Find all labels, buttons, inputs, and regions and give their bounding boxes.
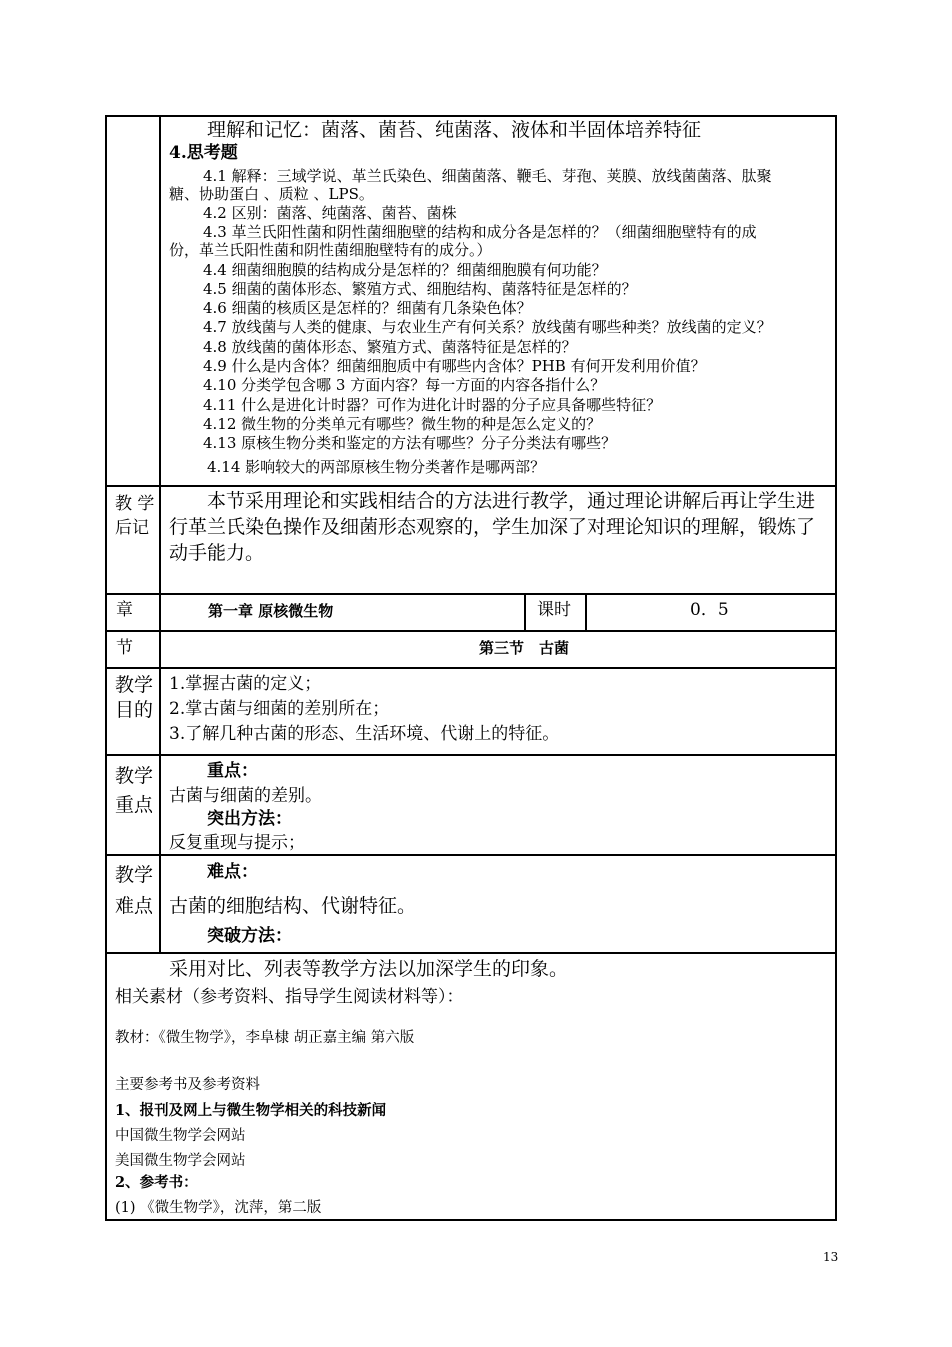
difficulties-content: 古菌的细胞结构、代谢特征。 [169,895,417,917]
question-line: 4.5 细菌的菌体形态、繁殖方式、细胞结构、菌落特征是怎样的？ [203,280,637,298]
site-line: 美国微生物学会网站 [115,1153,246,1169]
question-line: 4.4 细菌细胞膜的结构成分是怎样的？细菌细胞膜有何功能？ [203,261,607,279]
postscript-text: 行革兰氏染色操作及细菌形态观察的，学生加深了对理论知识的理解，锻炼了 [169,516,816,538]
question-line: 4.9 什么是内含体？细菌细胞质中有哪些内含体？PHB 有何开发利用价值？ [203,357,706,375]
section-title: 第三节 古菌 [479,639,570,657]
question-line: 4.6 细菌的核质区是怎样的？细菌有几条染色体？ [203,299,532,317]
key-points-heading: 重点： [207,761,258,781]
textbook-line: 教材：《微生物学》，李阜棣 胡正嘉主编 第六版 [115,1030,415,1046]
question-line: 4.3 革兰氏阳性菌和阴性菌细胞壁的结构和成分各是怎样的？（细菌细胞壁特有的成 [203,223,757,241]
objective-item: 2.掌古菌与细菌的差别所在； [169,699,390,719]
news-heading: 1、报刊及网上与微生物学相关的科技新闻 [115,1102,387,1119]
hours-label: 课时 [537,600,571,620]
key-points-content: 古菌与细菌的差别。 [169,786,322,806]
question-line: 4.7 放线菌与人类的健康、与农业生产有何关系？放线菌有哪些种类？放线菌的定义？ [203,318,772,336]
chapter-label: 章 [116,600,133,620]
objectives-label: 教学 [115,674,154,696]
refs-heading: 主要参考书及参考资料 [115,1077,260,1093]
objective-item: 1.掌握古菌的定义； [169,674,322,694]
intro-line: 理解和记忆：菌落、菌苔、纯菌落、液体和半固体培养特征 [207,119,702,141]
chapter-title: 第一章 原核微生物 [208,602,334,620]
question-line: 4.14 影响较大的两部原核生物分类著作是哪两部？ [207,458,546,476]
question-line: 糖、协助蛋白 、质粒 、LPS。 [169,185,374,203]
materials-heading: 相关素材（参考资料、指导学生阅读材料等）： [115,987,464,1007]
page-number: 13 [823,1250,839,1264]
books-heading: 2、参考书： [115,1174,198,1191]
difficulties-label: 难点 [115,895,154,917]
postscript-text: 动手能力。 [169,542,265,564]
objective-item: 3.了解几种古菌的形态、生活环境、代谢上的特征。 [169,724,560,744]
key-points-label: 教学 [115,765,154,787]
postscript-label: 后记 [115,518,149,538]
site-line: 中国微生物学会网站 [115,1128,246,1144]
key-points-label: 重点 [115,794,154,816]
question-line: 4.13 原核生物分类和鉴定的方法有哪些？分子分类法有哪些？ [203,434,617,452]
difficulties-method-heading: 突破方法： [207,926,292,946]
question-line: 4.1 解释：三域学说、革兰氏染色、细菌菌落、鞭毛、芽孢、荚膜、放线菌菌落、肽聚 [203,167,772,185]
question-line: 4.8 放线菌的菌体形态、繁殖方式、菌落特征是怎样的？ [203,338,577,356]
hours-value: 0．5 [690,600,729,620]
key-points-method: 反复重现与提示； [169,833,305,853]
difficulties-heading: 难点： [207,862,258,882]
postscript-label: 教 学 [115,494,155,514]
question-line: 4.11 什么是进化计时器？可作为进化计时器的分子应具备哪些特征？ [203,396,662,414]
key-points-method-heading: 突出方法： [207,809,292,829]
question-line: 4.10 分类学包含哪 3 方面内容？每一方面的内容各指什么？ [203,376,606,394]
difficulties-label: 教学 [115,864,154,886]
question-line: 4.12 微生物的分类单元有哪些？微生物的种是怎么定义的？ [203,415,602,433]
objectives-label: 目的 [115,699,154,721]
section-label: 节 [116,638,133,658]
difficulties-method: 采用对比、列表等教学方法以加深学生的印象。 [169,958,569,980]
questions-heading: 4.思考题 [169,143,238,163]
question-line: 4.2 区别：菌落、纯菌落、菌苔、菌株 [203,204,457,222]
question-line: 份，革兰氏阳性菌和阴性菌细胞壁特有的成分。） [169,241,492,259]
book-line: (1) 《微生物学》，沈萍，第二版 [115,1200,322,1216]
postscript-text: 本节采用理论和实践相结合的方法进行教学，通过理论讲解后再让学生进 [207,490,816,512]
